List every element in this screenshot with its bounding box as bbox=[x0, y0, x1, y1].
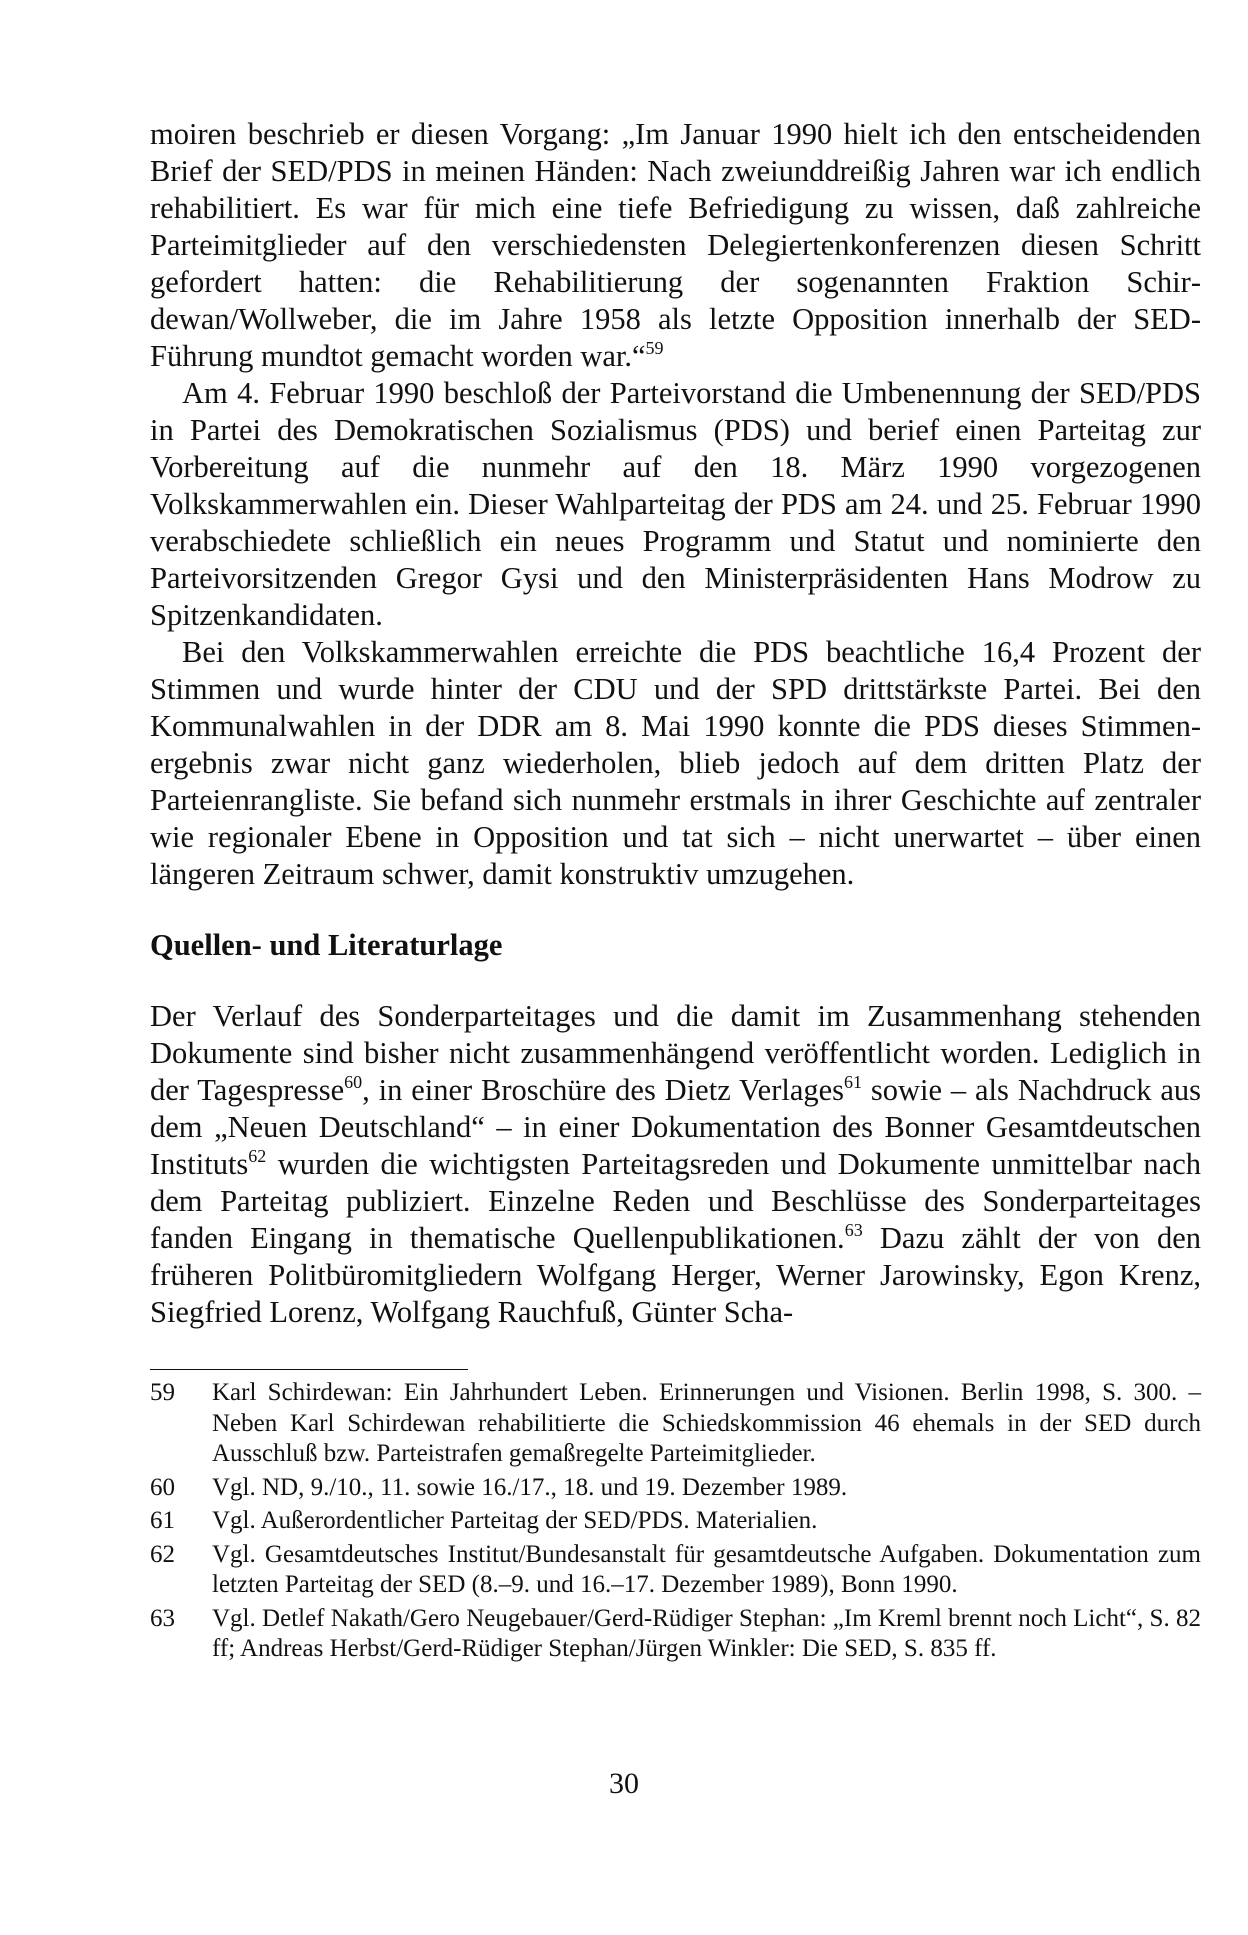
footnote-text: Vgl. Gesamtdeutsches Institut/Bundesanstalt für gesamtdeutsche Aufgaben. Dokumentation zum letzten Parteitag der SED (8.–9. und 16.–17. Dezember 1989), Bonn 1990. bbox=[212, 1540, 1201, 1598]
main-text bbox=[150, 116, 1201, 1331]
footnote-text: Karl Schirdewan: Ein Jahrhundert Leben. Erinnerungen und Visionen. Berlin 1998, S. 300. – Neben Karl Schirdewan rehabilitierte die Schiedskommission 46 ehemals in der SED durch Ausschluß bzw. Parteistrafen gemaßregelte Parteimitglieder. bbox=[212, 1379, 1201, 1467]
footnote-63 bbox=[150, 1604, 1201, 1665]
footnote-59 bbox=[150, 1378, 1201, 1470]
footnote-number: 61 bbox=[150, 1507, 175, 1534]
footnote-text: Vgl. ND, 9./10., 11. sowie 16./17., 18. und 19. Dezember 1989. bbox=[212, 1473, 848, 1501]
footnote-ref-59[interactable]: 59 bbox=[645, 338, 664, 358]
paragraph-sources bbox=[150, 998, 1201, 1331]
footnote-61 bbox=[150, 1506, 1201, 1537]
paragraph-memoir-quote bbox=[150, 116, 1201, 375]
footnote-62 bbox=[150, 1540, 1201, 1601]
footnote-number: 63 bbox=[150, 1604, 175, 1632]
paragraph-text: Der Verlauf des Sonderparteitages und die damit im Zusammenhang stehenden Dokumente sind bisher nicht zusammenhängend veröffentlicht worden. Lediglich in der Tagespresse bbox=[150, 999, 1201, 1107]
footnote-ref-60[interactable]: 60 bbox=[344, 1072, 363, 1092]
paragraph-text: sowie – als Nachdruck aus dem „Neuen Deutschland“ – in einer Dokumentation des Bonner Gesamtdeutschen Instituts bbox=[150, 1073, 1201, 1181]
footnote-ref-63[interactable]: 63 bbox=[844, 1220, 863, 1240]
paragraph-text: Dazu zählt der von den früheren Politbüromitgliedern Wolfgang Herger, Werner Jarowinsky, Egon Krenz, Siegfried Lorenz, Wolfgang Rauchfuß, Günter Scha- bbox=[150, 1221, 1202, 1329]
page-number: 30 bbox=[609, 1767, 639, 1800]
footnote-60 bbox=[150, 1473, 1201, 1504]
paragraph-elections: Bei den Volkskammerwahlen erreichte die PDS beachtliche 16,4 Prozent der Stimmen und wurde hinter der CDU und der SPD drittstärkste Partei. Bei den Kommunalwahlen in der DDR am 8. Mai 1990 konnte die PDS dieses Stimmenergebnis zwar nicht ganz wiederholen, blieb jedoch auf dem dritten Platz der Parteienrangliste. Sie befand sich nunmehr erstmals in ihrer Geschichte auf zentraler wie regionaler Ebene in Opposition und tat sich – nicht unerwartet – über einen längeren Zeitraum schwer, damit konstruktiv umzugehen. bbox=[150, 635, 1201, 891]
footnote-number: 60 bbox=[150, 1473, 175, 1501]
footnote-text: Vgl. Außerordentlicher Parteitag der SED/PDS. Materialien. bbox=[212, 1507, 818, 1534]
footnote-number: 62 bbox=[150, 1540, 175, 1568]
footnote-ref-61[interactable]: 61 bbox=[844, 1072, 863, 1092]
footnotes bbox=[150, 1378, 1201, 1668]
footnote-number: 59 bbox=[150, 1379, 175, 1406]
footnote-ref-62[interactable]: 62 bbox=[248, 1146, 267, 1166]
footnote-divider bbox=[150, 1369, 468, 1370]
section-heading: Quellen- und Literaturlage bbox=[150, 928, 503, 962]
footnote-text: Vgl. Detlef Nakath/Gero Neugebauer/Gerd-Rüdiger Stephan: „Im Kreml brennt noch Licht“, S. 82 ff; Andreas Herbst/Gerd-Rüdiger Stephan/Jürgen Winkler: Die SED, S. 835 ff. bbox=[212, 1604, 1201, 1662]
paragraph-text: wurden die wichtigsten Parteitagsreden und Dokumente unmittelbar nach dem Parteitag publiziert. Einzelne Reden und Beschlüsse des Sonderparteitages fanden Eingang in thematische Quellenpublikationen. bbox=[150, 1147, 1201, 1255]
paragraph-text: , in einer Broschüre des Dietz Verlages bbox=[362, 1073, 845, 1107]
paragraph-text: moiren beschrieb er diesen Vorgang: „Im Januar 1990 hielt ich den entscheidenden Brief der SED/PDS in meinen Händen: Nach zweiunddreißig Jahren war ich endlich rehabilitiert. Es war für mich eine tiefe Befriedigung zu wissen, daß zahlreiche Parteimitglieder auf den verschiedensten Delegiertenkonferenzen diesen Schritt gefordert hatten: die Rehabilitierung der sogenannten Fraktion Schirdewan/Wollweber, die im Jahre 1958 als letzte Opposition innerhalb der SED-Führung mundtot gemacht worden war.“ bbox=[150, 117, 1201, 373]
paragraph-pds-renaming: Am 4. Februar 1990 beschloß der Parteivorstand die Umbenennung der SED/PDS in Partei des Demokratischen Sozialismus (PDS) und berief einen Parteitag zur Vorbereitung auf die nunmehr auf den 18. März 1990 vorgezogenen Volkskammerwahlen ein. Dieser Wahlparteitag der PDS am 24. und 25. Februar 1990 verabschiedete schließlich ein neues Programm und Statut und nominierte den Parteivorsitzenden Gregor Gysi und den Ministerpräsidenten Hans Modrow zu Spitzenkandidaten. bbox=[150, 376, 1201, 632]
